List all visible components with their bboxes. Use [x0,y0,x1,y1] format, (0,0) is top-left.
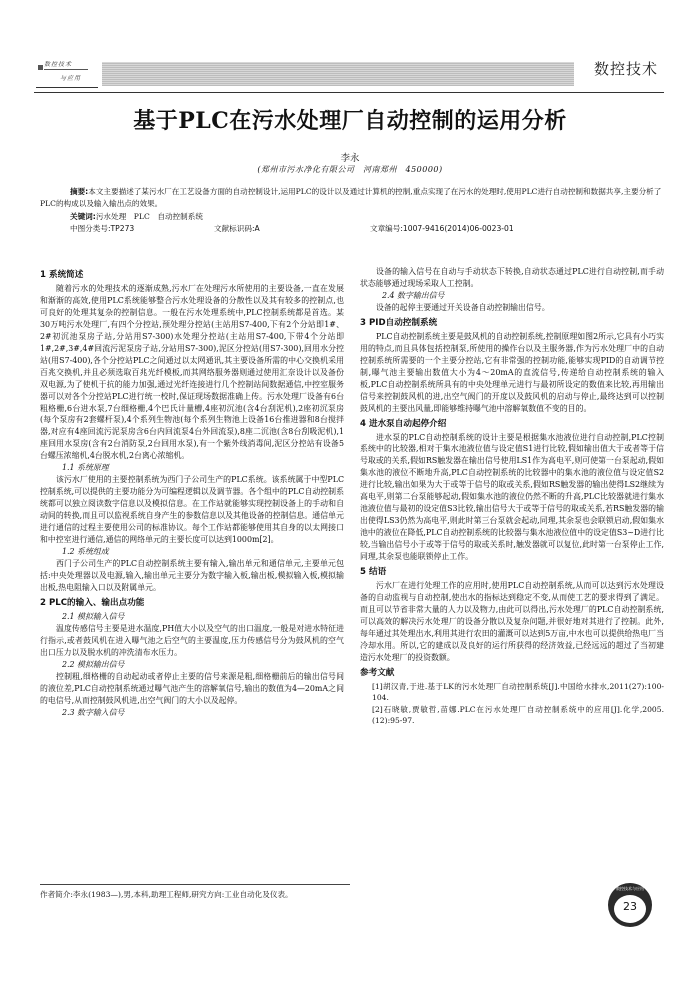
abstract [40,186,662,210]
article-number: 文章编号:1007-9416(2014)06-0023-01 [370,224,514,233]
paragraph: 西门子公司生产的PLC自动控制系统主要有输入,输出单元和通信单元,主要单元包括:中央处理器以及电源,输入,输出单元主要分为数字输入板,输出板,模拟输入板,模拟输出板,热电阻输入口以及附属单元。 [40,559,344,592]
section-heading: 4 进水泵自动起停介绍 [360,418,447,429]
affiliation: (郑州市污水净化有限公司 河南郑州 450000) [257,165,443,174]
subsection-heading: 2.2 模拟输出信号 [62,659,125,669]
paragraph: 温度传感信号主要是进水温度,PH值大小以及空气的出口温度,一般是对进水特征进行指示,或者鼓风机在进入曝气池之后空气的主要温度,压力传感信号分为鼓风机的空气出口压力以及脱水机的冲洗清布水压力。 [40,623,344,657]
author: 李永 [340,153,360,164]
author-footnote: 作者简介:李永(1983—),男,本科,助理工程师,研究方向:工业自动化及仪表。 [40,890,293,899]
footnote-rule [40,884,350,885]
keywords [70,211,203,222]
references-heading: 参考文献 [360,667,395,678]
badge-text: 数控技术与应用 [616,886,644,891]
section-heading: 1 系统简述 [40,270,84,280]
subsection-heading: 1.2 系统组成 [62,547,109,557]
references-list [360,681,664,727]
section-title: 数控技术 [593,60,658,78]
header-band [102,62,574,86]
section-heading: 3 PID自动控制系统 [360,317,438,328]
article-title: 基于PLC在污水处理厂自动控制的运用分析 [133,108,567,134]
paragraph: 控制粗,细格栅的自动起动或者停止主要的信号来源是粗,细格栅前后的输出信号间的液位差,PLC自动控制系统通过曝气池产生的溶解氧信号,输出的数值为4—20mA之间的电信号,从而控制鼓风机进,出空气阀门的大小以及起停。 [40,671,344,705]
right-column [360,266,664,727]
section-heading: 2 PLC的输入、输出点功能 [40,597,145,608]
paragraph: 该污水厂使用的主要控制系统为西门子公司生产的PLC系统。该系统属于中型PLC控制系统,可以提供的主要功能分为可编程逻辑以及调节器。各个组中的PLC自动控制系统都可以独立阅读数字信息以及模拟信息。在工作站就能够实现控制设备上的手动和自动间的转换,而且可以监视系统自身产生的参数信息以及其他设备的控制信息。通信单元进行通信的过程主要使用公司的标准协议。每个工作站都能够使用其自身的以太网接口和中控室进行通信,通信的网络单元的主要长度可以达到1000m[2]。 [40,475,344,545]
header-rule [34,92,664,93]
reference-item: [2]石晓敏,贾敏哲,苗娜.PLC在污水处理厂自动控制系统中的应用[J].化学,2005.(12):95-97. [372,704,664,726]
logo-line2: 与应用 [60,75,82,82]
reference-item: [1]胡汉青,于进.基于LK的污水处理厂自动控制系统[J].中国给水排水,2011(27):100-104. [372,681,664,703]
abstract-text: 本文主要描述了某污水厂在工艺设备方面的自动控制设计,运用PLC的设计以及通过计算机的控制,重点实现了在污水的处理时,使用PLC进行自动控制和数据共享,主要分析了PLC的构成以及输入输出点的效果。 [40,187,662,209]
abstract-label: 摘要: [70,187,89,196]
subsection-heading: 2.1 模拟输入信号 [62,611,125,621]
section-heading: 5 结语 [360,567,387,578]
paragraph: 设备的输入信号在自动与手动状态下转换,自动状态通过PLC进行自动控制,而手动状态能够通过现场采取人工控制。 [360,267,664,288]
paragraph: 设备的起停主要通过开关设备自动控制输出信号。 [376,302,550,312]
left-column [40,266,344,719]
paragraph: PLC自动控制系统主要是鼓风机的自动控制系统,控制原理如图2所示,它具有小巧实用的特点,而且具体包括控制泵,所使用的操作台以及主服务器,作为污水处理厂中的自动控制系统所需要的一个主要分控站,它有非常强的控制功能,能够实现PID的自动调节控制,曝气池主要输出数值大小为4～20mA的直流信号,传递给自动控制系统的输入板,PLC自动控制系统所具有的中央处理单元进行与最初所设定的数值来比较,再用输出信号来控制鼓风机的进,出空气阀门的开度以及鼓风机的启动与停止,最终达到可以控制鼓风机的主要出风量,即能够维持曝气池中溶解氧数值不变的目的。 [360,331,664,413]
paragraph: 进水泵的PLC自动控制系统的设计主要是根据集水池液位进行自动控制,PLC控制系统中的比较器,相对于集水池液位值与设定值S1进行比较,假如输出值大于或者等于信号取或的关系,假如RS触发器在输出信号使用LS1作为高电平,则可使第一台泵起动,假如集水池的液位不断地升高,PLC自动控制系统的比较器中的集水池的液位值与设定值S2进行比较,输出如果为大于或等于信号的取或关系,假如RS触发器的输出使得LS2继续为高电平,则第二台泵能够起动,假如集水池的液位仍然不断的升高,PLC比较器就进行集水池液位值与最初的设定值S3比较,输出信号大于或等于信号的取或关系,若RS触发器的输出使得LS3仍然为高电平,则此时第三台泵就会起动,同理,其余泵也会联锁启动,假如集水池中的液位在降低,PLC自动控制系统的比较器与集水池液位值中的设定值S3~D进行比较,当输出信号小于或等于信号的取或关系时,触发器就可以复位,此时第一台泵停止工作,同理,其余泵也能联锁停止工作。 [360,432,664,562]
subsection-heading: 2.3 数字输入信号 [62,707,125,717]
subsection-heading: 2.4 数字输出信号 [382,290,445,300]
logo-square-icon [38,65,43,70]
paragraph: 随着污水的处理技术的逐渐成熟,污水厂在处理污水所使用的主要设备,一直在发展和渐渐的高效,使用PLC系统能够整合污水处理设备的分散性以及其有较多的控制点,也可良好的处理其复杂的控制信息。一般在污水处理系统中,PLC控制系统都是首选。某30万吨污水处理厂,有四个分控站,预处理分控站(主站用S7-400,下有2个分站即1#、2#初沉池泵房子站,分站用S7-300)水处理分控站(主站用S7-400,下带4个分站即1#,2#,3#,4#回流污泥泵房子站,分站用S7-300),泥区分控站(用S7-300),回用水分控站(用S7-400),各个分控站PLC之间通过以太网通讯,其主要设备所需的中心交换机采用百兆交换机,并且必须选取百兆光纤模板,而其网络服务器则通过使用汇奈设计以及备份双电源,为了使机于抗的能力加强,通过光纤连接进行几个控制站间数据通信,中控室服务器可以对各个分控站PLC进行统一校时,保证现场数据准确上传。污水处理厂设备有6台粗格栅,6台进水泵,7台细格栅,4个巴氏计量槽,4座初沉池(含4台刮泥机),2座初沉泵房(每个泵房有2套螺杆泵),4个系列生物池(每个系列生物池上设备16台推进器和8台搅拌器,对应有4座回流污泥泵房含6台内回流泵4台外回流泵),8座二沉池(含8台刮吸泥机),1座回用水泵房(含有2台消防泵,2台回用水泵),有一个紫外线消毒间,泥区分控站有设备5台螺压浓缩机,4台脱水机,2台离心浓缩机。 [40,284,344,461]
page-header [34,52,664,94]
subsection-heading: 1.1 系统原理 [62,463,109,473]
paragraph: 污水厂在进行处理工作的应用时,使用PLC自动控制系统,从而可以达到污水处理设备的自动监视与自动控制,使出水的指标达到稳定不变,从而使工艺的要求得到了满足。而且可以节省非常大量的人力以及物力,由此可以得出,污水处理厂的PLC自动控制系统,可以高效的解决污水处理厂的设备分散以及复杂问题,并很好地对其进行了控制。此外,每年通过其处理出水,利用其进行农田的灌溉可以达到5万亩,中水也可以提供给热电厂当冷却水用。所以,它的建成以及良好的运行所获得的经济效益,已经远远的超过了当初建造污水处理厂的投资数额。 [360,581,664,662]
page-number: 23 [623,900,637,913]
page-number-badge [608,883,652,927]
logo-line1: 数控技术 [44,61,73,68]
clc-number: 中图分类号:TP273 [70,224,135,233]
keywords-label: 关键词: [70,212,96,221]
logo-divider [44,69,88,70]
journal-logo [36,56,98,88]
document-code: 文献标识码:A [214,224,260,233]
keywords-text: 污水处理 PLC 自动控制系统 [95,212,203,221]
